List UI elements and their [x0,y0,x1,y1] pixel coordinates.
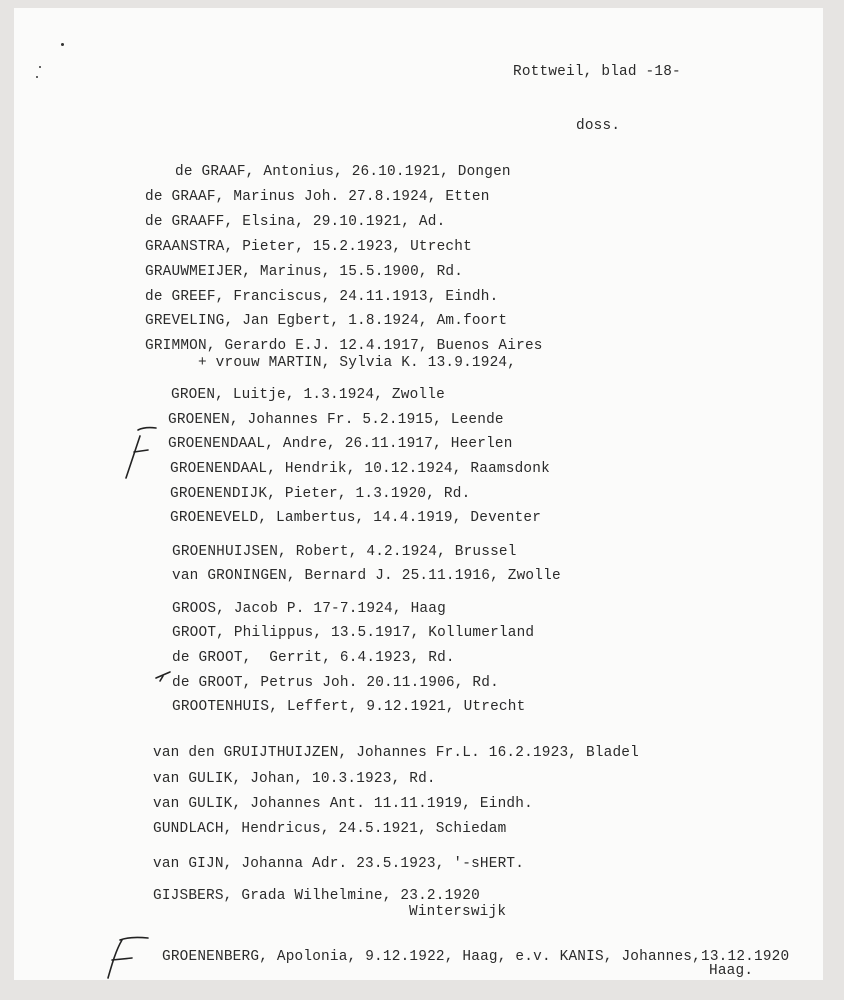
ink-speck [61,43,64,46]
entry-line: GREVELING, Jan Egbert, 1.8.1924, Am.foort [145,313,508,329]
entry-line: van GULIK, Johan, 10.3.1923, Rd. [153,771,436,787]
entry-line: van GRONINGEN, Bernard J. 25.11.1916, Zwolle [172,568,561,584]
entry-line: GRAANSTRA, Pieter, 15.2.1923, Utrecht [145,239,472,255]
entry-line: de GRAAFF, Elsina, 29.10.1921, Ad. [145,214,446,230]
entry-line: GROOS, Jacob P. 17-7.1924, Haag [172,601,446,617]
header-doss: doss. [576,118,621,134]
entry-line: Winterswijk [409,904,507,920]
handwritten-tick-mark [154,668,174,684]
entry-line: de GROOT, Petrus Joh. 20.11.1906, Rd. [172,675,499,691]
entry-line: GROENENBERG, Apolonia, 9.12.1922, Haag, e.v. KANIS, Johannes,13.12.1920 [162,949,790,965]
entry-line: GUNDLACH, Hendricus, 24.5.1921, Schiedam [153,821,507,837]
entry-line: Haag. [709,963,754,979]
entry-line: GROENHUIJSEN, Robert, 4.2.1924, Brussel [172,544,517,560]
entry-line: GRIMMON, Gerardo E.J. 12.4.1917, Buenos Aires [145,338,543,354]
handwritten-f-mark [98,934,154,984]
entry-line: GROENENDIJK, Pieter, 1.3.1920, Rd. [170,486,471,502]
entry-line: GROEN, Luitje, 1.3.1924, Zwolle [171,387,445,403]
entry-line: + vrouw MARTIN, Sylvia K. 13.9.1924, [198,355,517,371]
entry-line: de GRAAF, Antonius, 26.10.1921, Dongen [175,164,511,180]
entry-line: GIJSBERS, Grada Wilhelmine, 23.2.1920 [153,888,480,904]
entry-line: de GRAAF, Marinus Joh. 27.8.1924, Etten [145,189,490,205]
entry-line: GROOT, Philippus, 13.5.1917, Kollumerland [172,625,535,641]
entry-line: GROENEVELD, Lambertus, 14.4.1919, Deventer [170,510,542,526]
entry-line: de GROOT, Gerrit, 6.4.1923, Rd. [172,650,455,666]
entry-line: GROOTENHUIS, Leffert, 9.12.1921, Utrecht [172,699,526,715]
entry-line: van GIJN, Johanna Adr. 23.5.1923, '-sHERT. [153,856,525,872]
entry-line: de GREEF, Franciscus, 24.11.1913, Eindh. [145,289,499,305]
entry-line: GRAUWMEIJER, Marinus, 15.5.1900, Rd. [145,264,464,280]
ink-speck [36,76,38,78]
ink-speck [39,66,41,68]
entry-line: van den GRUIJTHUIJZEN, Johannes Fr.L. 16.2.1923, Bladel [153,745,639,761]
entry-line: van GULIK, Johannes Ant. 11.11.1919, Eindh. [153,796,533,812]
handwritten-f-mark [118,422,163,482]
entry-line: GROENEN, Johannes Fr. 5.2.1915, Leende [168,412,504,428]
entry-line: GROENENDAAL, Hendrik, 10.12.1924, Raamsdonk [170,461,550,477]
entry-line: GROENENDAAL, Andre, 26.11.1917, Heerlen [168,436,513,452]
header-place: Rottweil, blad -18- [513,64,681,80]
